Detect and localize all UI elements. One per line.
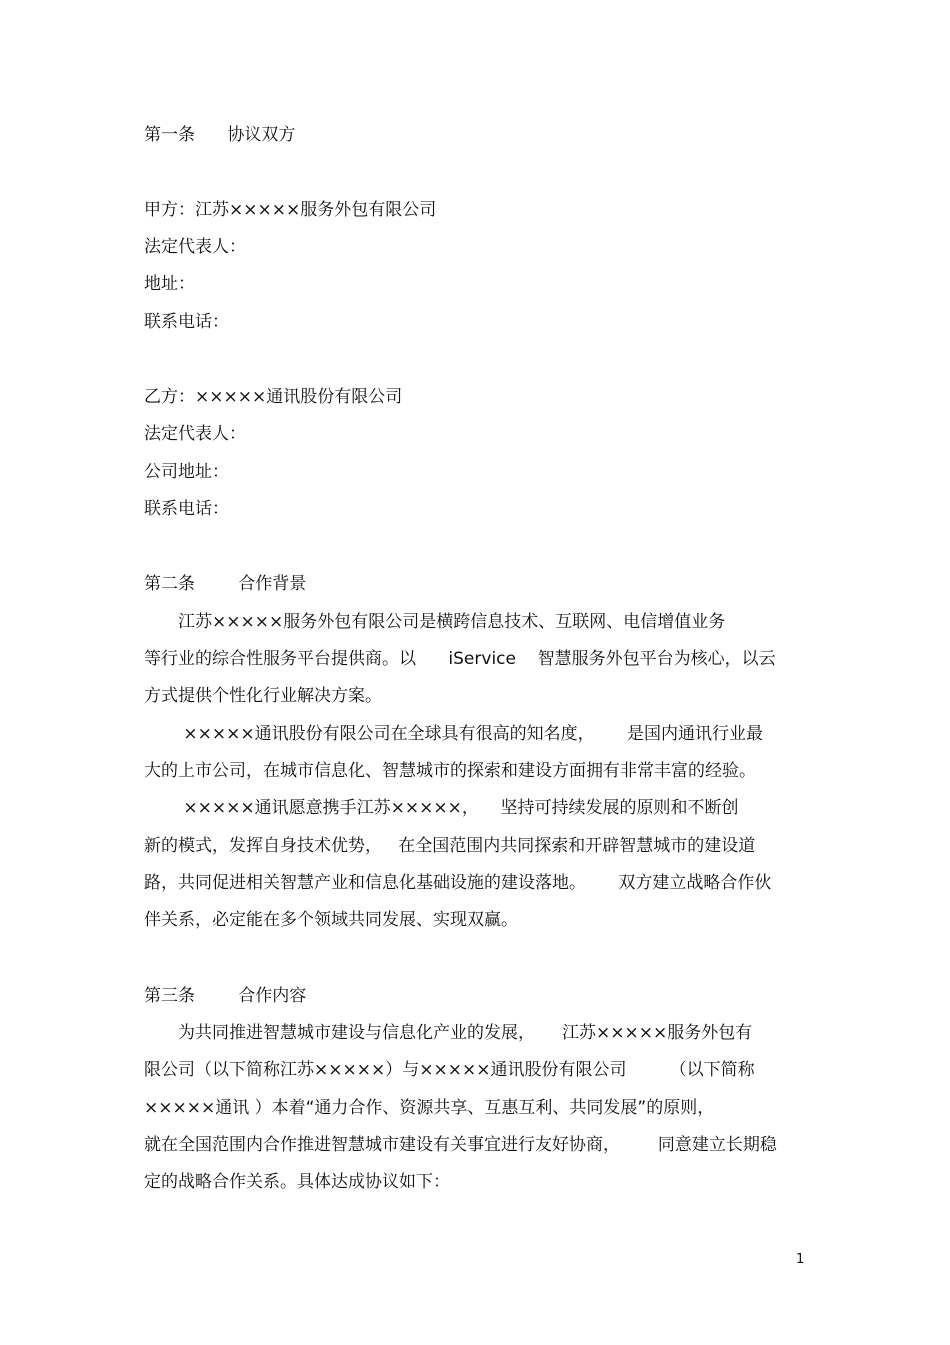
paragraph-line: 限公司（以下简称江苏×××××）与×××××通讯股份有限公司 （以下简称: [144, 1060, 755, 1080]
party-a-name: 甲方：江苏×××××服务外包有限公司: [144, 200, 437, 220]
paragraph-line: 定的战略合作关系。具体达成协议如下：: [144, 1172, 450, 1192]
party-b-phone: 联系电话：: [144, 499, 229, 519]
paragraph-line: 伴关系，必定能在多个领域共同发展、实现双赢。: [144, 910, 518, 930]
paragraph-line: ×××××通讯 ）本着“通力合作、资源共享、互惠互利、共同发展”的原则，: [144, 1098, 715, 1118]
page-number: 1: [796, 1252, 805, 1267]
article-1-heading: 第一条 协议双方: [144, 125, 296, 145]
paragraph-line: ×××××通讯股份有限公司在全球具有很高的知名度， 是国内通讯行业最: [178, 724, 764, 744]
party-b-name: 乙方：×××××通讯股份有限公司: [144, 387, 403, 407]
party-a-representative: 法定代表人：: [144, 237, 246, 257]
paragraph-line: 新的模式，发挥自身技术优势， 在全国范围内共同探索和开辟智慧城市的建设道: [144, 836, 756, 856]
party-b-address: 公司地址：: [144, 462, 229, 482]
paragraph-line: 大的上市公司，在城市信息化、智慧城市的探索和建设方面拥有非常丰富的经验。: [144, 761, 756, 781]
paragraph-line: 就在全国范围内合作推进智慧城市建设有关事宜进行友好协商， 同意建立长期稳: [144, 1135, 777, 1155]
party-b-representative: 法定代表人：: [144, 424, 246, 444]
paragraph-line: 路，共同促进相关智慧产业和信息化基础设施的建设落地。 双方建立战略合作伙: [144, 873, 772, 893]
article-3-heading: 第三条 合作内容: [144, 986, 307, 1006]
paragraph-line: 为共同推进智慧城市建设与信息化产业的发展， 江苏×××××服务外包有: [178, 1023, 753, 1043]
paragraph-line: ×××××通讯愿意携手江苏×××××， 坚持可持续发展的原则和不断创: [178, 798, 739, 818]
party-a-phone: 联系电话：: [144, 312, 229, 332]
paragraph-line: 江苏×××××服务外包有限公司是横跨信息技术、互联网、电信增值业务: [178, 612, 726, 632]
paragraph-line: 方式提供个性化行业解决方案。: [144, 686, 382, 706]
party-a-address: 地址：: [144, 274, 195, 294]
article-2-heading: 第二条 合作背景: [144, 574, 307, 594]
paragraph-line: 等行业的综合性服务平台提供商。以 iService 智慧服务外包平台为核心，以云: [144, 649, 776, 669]
